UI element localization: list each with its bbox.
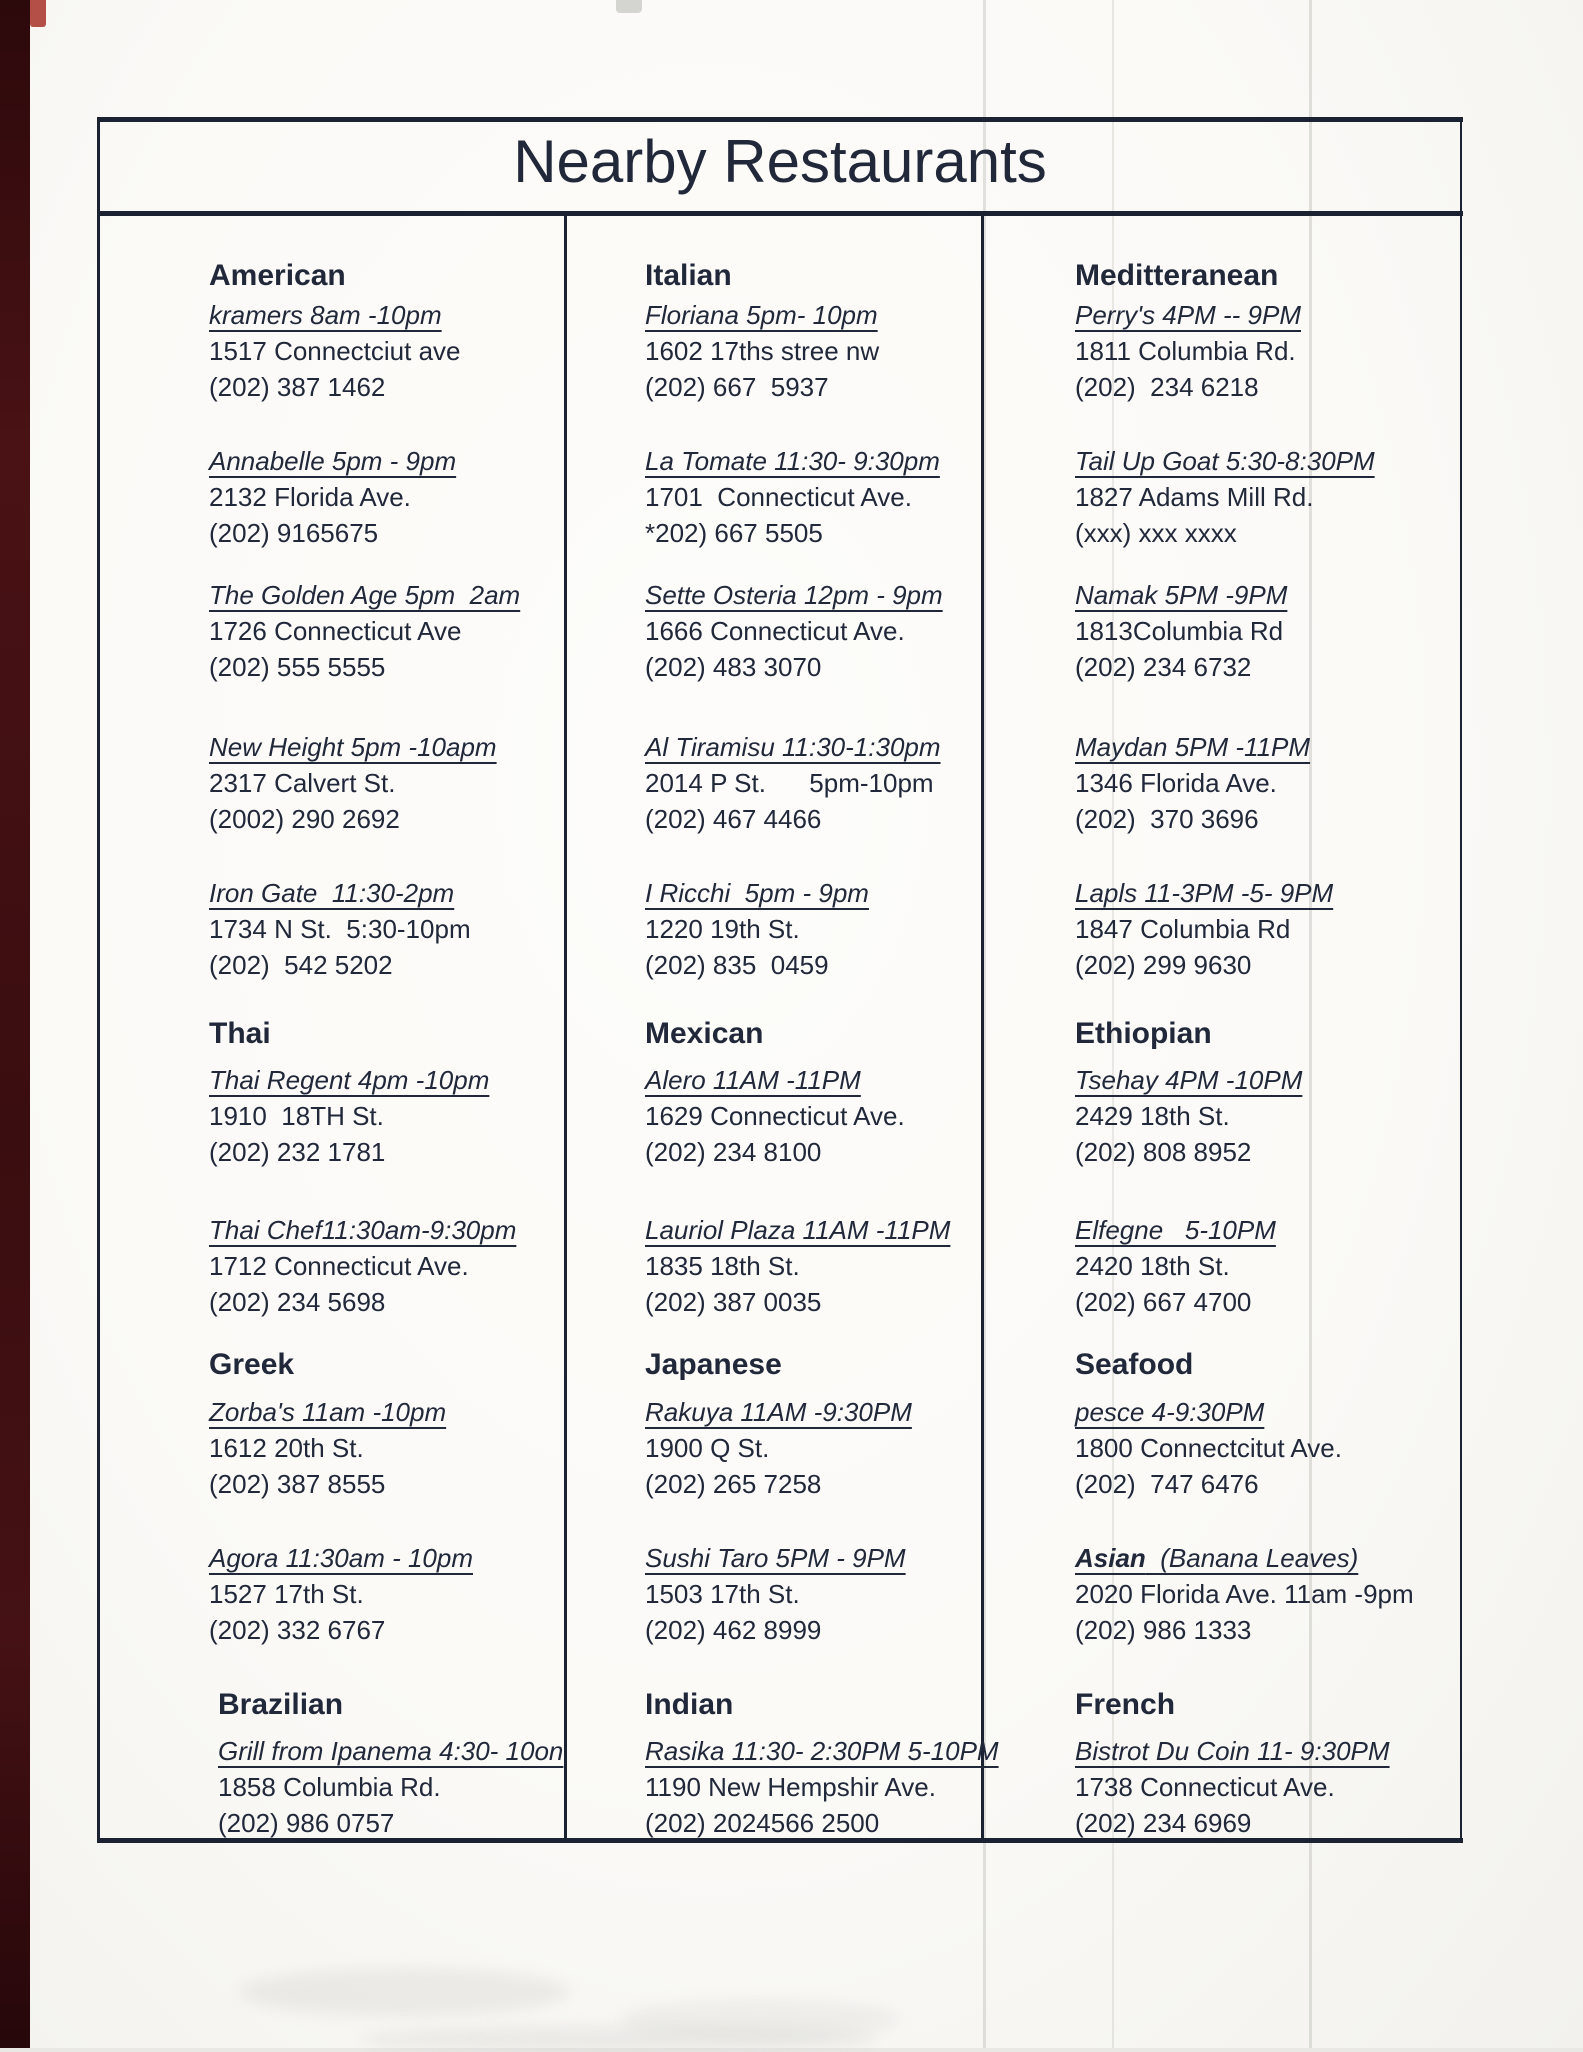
restaurant-phone: (202) 462 8999: [645, 1615, 822, 1645]
restaurant-name-hours: Perry's 4PM -- 9PM: [1075, 300, 1301, 330]
restaurant-name-hours: Annabelle 5pm - 9pm: [209, 446, 457, 476]
restaurant-phone: (202) 667 5937: [645, 372, 829, 402]
restaurant-entry: [645, 1394, 912, 1502]
restaurant-name-hours: Lauriol Plaza 11AM -11PM: [645, 1215, 951, 1245]
restaurant-phone: (202) 483 3070: [645, 652, 822, 682]
restaurant-entry: [645, 1540, 906, 1648]
restaurant-phone: (202) 387 0035: [645, 1287, 822, 1317]
restaurant-phone: (202) 835 0459: [645, 950, 829, 980]
restaurant-name-hours: Asian (Banana Leaves): [1075, 1543, 1359, 1573]
cuisine-section-header: Italian: [645, 259, 732, 292]
restaurant-phone: (202) 234 6732: [1075, 652, 1252, 682]
restaurant-name-bold: Asian: [1075, 1543, 1146, 1573]
restaurant-address: 2014 P St. 5pm-10pm: [645, 768, 934, 798]
restaurant-phone: *202) 667 5505: [645, 518, 823, 548]
restaurant-entry: [1075, 875, 1333, 983]
restaurant-name-hours: Sushi Taro 5PM - 9PM: [645, 1543, 906, 1573]
restaurant-address: 2020 Florida Ave. 11am -9pm: [1075, 1579, 1414, 1609]
restaurant-entry: [209, 577, 520, 685]
restaurant-phone: (202) 986 0757: [218, 1808, 395, 1838]
restaurant-name-hours: Agora 11:30am - 10pm: [209, 1543, 473, 1573]
restaurant-entry: [1075, 443, 1375, 551]
restaurant-entry: [209, 875, 471, 983]
restaurant-entry: [1075, 1062, 1302, 1170]
cuisine-column-1: [97, 0, 564, 2048]
restaurant-entry: [1075, 297, 1301, 405]
restaurant-name-hours: Al Tiramisu 11:30-1:30pm: [645, 732, 941, 762]
restaurant-address: 1738 Connecticut Ave.: [1075, 1772, 1335, 1802]
restaurant-phone: (202) 9165675: [209, 518, 379, 548]
restaurant-entry: [645, 875, 869, 983]
cuisine-section-header: Meditteranean: [1075, 259, 1279, 292]
restaurant-name-hours: I Ricchi 5pm - 9pm: [645, 878, 869, 908]
restaurant-address: 1827 Adams Mill Rd.: [1075, 482, 1314, 512]
restaurant-name-hours: Namak 5PM -9PM: [1075, 580, 1288, 610]
restaurant-name-hours: Bistrot Du Coin 11- 9:30PM: [1075, 1736, 1390, 1766]
restaurant-address: 1666 Connecticut Ave.: [645, 616, 905, 646]
restaurant-address: 1726 Connecticut Ave: [209, 616, 462, 646]
restaurant-entry: [1075, 729, 1310, 837]
restaurant-entry: [645, 297, 879, 405]
restaurant-address: 1811 Columbia Rd.: [1075, 336, 1296, 366]
scan-smudge: [360, 2026, 880, 2052]
restaurant-phone: (202) 467 4466: [645, 804, 822, 834]
restaurant-entry: [645, 443, 940, 551]
scan-red-mark: [30, 0, 46, 27]
restaurant-phone: (202) 555 5555: [209, 652, 386, 682]
restaurant-phone: (xxx) xxx xxxx: [1075, 518, 1237, 548]
restaurant-entry: [645, 1212, 950, 1320]
cuisine-column-2: [564, 0, 999, 2048]
cuisine-section-header: Japanese: [645, 1348, 782, 1381]
restaurant-name-hours: La Tomate 11:30- 9:30pm: [645, 446, 940, 476]
cuisine-section-header: Mexican: [645, 1017, 764, 1050]
restaurant-entry: [209, 1394, 446, 1502]
restaurant-entry: [1075, 1212, 1276, 1320]
scan-smudge: [240, 1968, 570, 2016]
restaurant-name-hours: New Height 5pm -10apm: [209, 732, 497, 762]
restaurant-address: 1900 Q St.: [645, 1433, 770, 1463]
restaurant-name-hours: Grill from Ipanema 4:30- 10on: [218, 1736, 564, 1766]
restaurant-name-hours: kramers 8am -10pm: [209, 300, 442, 330]
restaurant-address: 1835 18th St.: [645, 1251, 800, 1281]
restaurant-name-hours: Elfegne 5-10PM: [1075, 1215, 1276, 1245]
restaurant-name-hours: Lapls 11-3PM -5- 9PM: [1075, 878, 1334, 908]
restaurant-entry: [209, 729, 497, 837]
restaurant-address: 1910 18TH St.: [209, 1101, 384, 1131]
restaurant-name-hours: Rasika 11:30- 2:30PM 5-10PM: [645, 1736, 999, 1766]
restaurant-phone: (202) 265 7258: [645, 1469, 822, 1499]
restaurant-phone: (202) 370 3696: [1075, 804, 1259, 834]
restaurant-address: 1847 Columbia Rd: [1075, 914, 1291, 944]
restaurant-phone: (202) 986 1333: [1075, 1615, 1252, 1645]
restaurant-phone: (202) 808 8952: [1075, 1137, 1252, 1167]
restaurant-name-hours: Rakuya 11AM -9:30PM: [645, 1397, 912, 1427]
restaurant-address: 1612 20th St.: [209, 1433, 364, 1463]
restaurant-address: 1734 N St. 5:30-10pm: [209, 914, 471, 944]
restaurant-address: 1503 17th St.: [645, 1579, 800, 1609]
restaurant-address: 1220 19th St.: [645, 914, 800, 944]
cuisine-column-3: [981, 0, 1463, 2048]
restaurant-phone: (202) 387 1462: [209, 372, 386, 402]
restaurant-entry: [645, 729, 941, 837]
restaurant-address: 1701 Connecticut Ave.: [645, 482, 912, 512]
cuisine-section-header: Indian: [645, 1688, 734, 1721]
restaurant-address: 1346 Florida Ave.: [1075, 768, 1277, 798]
restaurant-name-hours: Floriana 5pm- 10pm: [645, 300, 878, 330]
restaurant-entry: [1075, 1733, 1390, 1841]
restaurant-name-hours: Zorba's 11am -10pm: [209, 1397, 447, 1427]
restaurant-phone: (202) 299 9630: [1075, 950, 1252, 980]
restaurant-entry: [218, 1733, 563, 1841]
restaurant-entry: [209, 1212, 516, 1320]
cuisine-section-header: American: [209, 259, 346, 292]
restaurant-name-hours: Alero 11AM -11PM: [645, 1065, 861, 1095]
restaurant-address: 1813Columbia Rd: [1075, 616, 1284, 646]
restaurant-name-hours: pesce 4-9:30PM: [1075, 1397, 1265, 1427]
restaurant-entry: [1075, 1394, 1342, 1502]
restaurant-entry: [209, 1540, 473, 1648]
restaurant-phone: (202) 542 5202: [209, 950, 393, 980]
restaurant-entry: [1075, 1540, 1414, 1648]
restaurant-phone: (202) 234 6969: [1075, 1808, 1252, 1838]
restaurant-name-hours: Tail Up Goat 5:30-8:30PM: [1075, 446, 1375, 476]
restaurant-entry: [645, 577, 943, 685]
restaurant-address: 2317 Calvert St.: [209, 768, 396, 798]
scan-edge-strip: [0, 0, 30, 2048]
restaurant-phone: (202) 747 6476: [1075, 1469, 1259, 1499]
restaurant-name-hours: Thai Regent 4pm -10pm: [209, 1065, 490, 1095]
cuisine-section-header: Seafood: [1075, 1348, 1194, 1381]
restaurant-phone: (202) 387 8555: [209, 1469, 386, 1499]
cuisine-section-header: Ethiopian: [1075, 1017, 1212, 1050]
restaurant-name-hours: Iron Gate 11:30-2pm: [209, 878, 455, 908]
restaurant-address: 1800 Connectcitut Ave.: [1075, 1433, 1342, 1463]
cuisine-section-header: Brazilian: [218, 1688, 344, 1721]
restaurant-address: 1712 Connecticut Ave.: [209, 1251, 469, 1281]
restaurant-address: 1629 Connecticut Ave.: [645, 1101, 905, 1131]
restaurant-address: 1858 Columbia Rd.: [218, 1772, 441, 1802]
restaurant-name-hours: Sette Osteria 12pm - 9pm: [645, 580, 943, 610]
restaurant-entry: [209, 1062, 489, 1170]
restaurant-entry: [645, 1733, 999, 1841]
restaurant-phone: (202) 234 8100: [645, 1137, 822, 1167]
restaurant-name-hours: Maydan 5PM -11PM: [1075, 732, 1311, 762]
restaurant-phone: (202) 234 6218: [1075, 372, 1259, 402]
restaurant-address: 2429 18th St.: [1075, 1101, 1230, 1131]
page-title: Nearby Restaurants: [513, 128, 1047, 195]
restaurant-address: 1517 Connectciut ave: [209, 336, 461, 366]
restaurant-address: 1527 17th St.: [209, 1579, 364, 1609]
restaurant-address: 1190 New Hempshir Ave.: [645, 1772, 936, 1802]
restaurant-entry: [1075, 577, 1287, 685]
cuisine-section-header: Greek: [209, 1348, 295, 1381]
restaurant-phone: (202) 232 1781: [209, 1137, 386, 1167]
restaurant-phone: (2002) 290 2692: [209, 804, 400, 834]
restaurant-entry: [209, 297, 461, 405]
restaurant-name-hours: The Golden Age 5pm 2am: [209, 580, 521, 610]
restaurant-phone: (202) 667 4700: [1075, 1287, 1252, 1317]
cuisine-section-header: Thai: [209, 1017, 271, 1050]
restaurant-phone: (202) 332 6767: [209, 1615, 386, 1645]
restaurant-entry: [645, 1062, 905, 1170]
restaurant-address: 2132 Florida Ave.: [209, 482, 411, 512]
restaurant-phone: (202) 2024566 2500: [645, 1808, 880, 1838]
restaurant-phone: (202) 234 5698: [209, 1287, 386, 1317]
restaurant-name-hours: Tsehay 4PM -10PM: [1075, 1065, 1303, 1095]
restaurant-entry: [209, 443, 456, 551]
restaurant-address: 1602 17ths stree nw: [645, 336, 880, 366]
restaurant-name-hours: Thai Chef11:30am-9:30pm: [209, 1215, 517, 1245]
cuisine-section-header: French: [1075, 1688, 1176, 1721]
restaurant-address: 2420 18th St.: [1075, 1251, 1230, 1281]
